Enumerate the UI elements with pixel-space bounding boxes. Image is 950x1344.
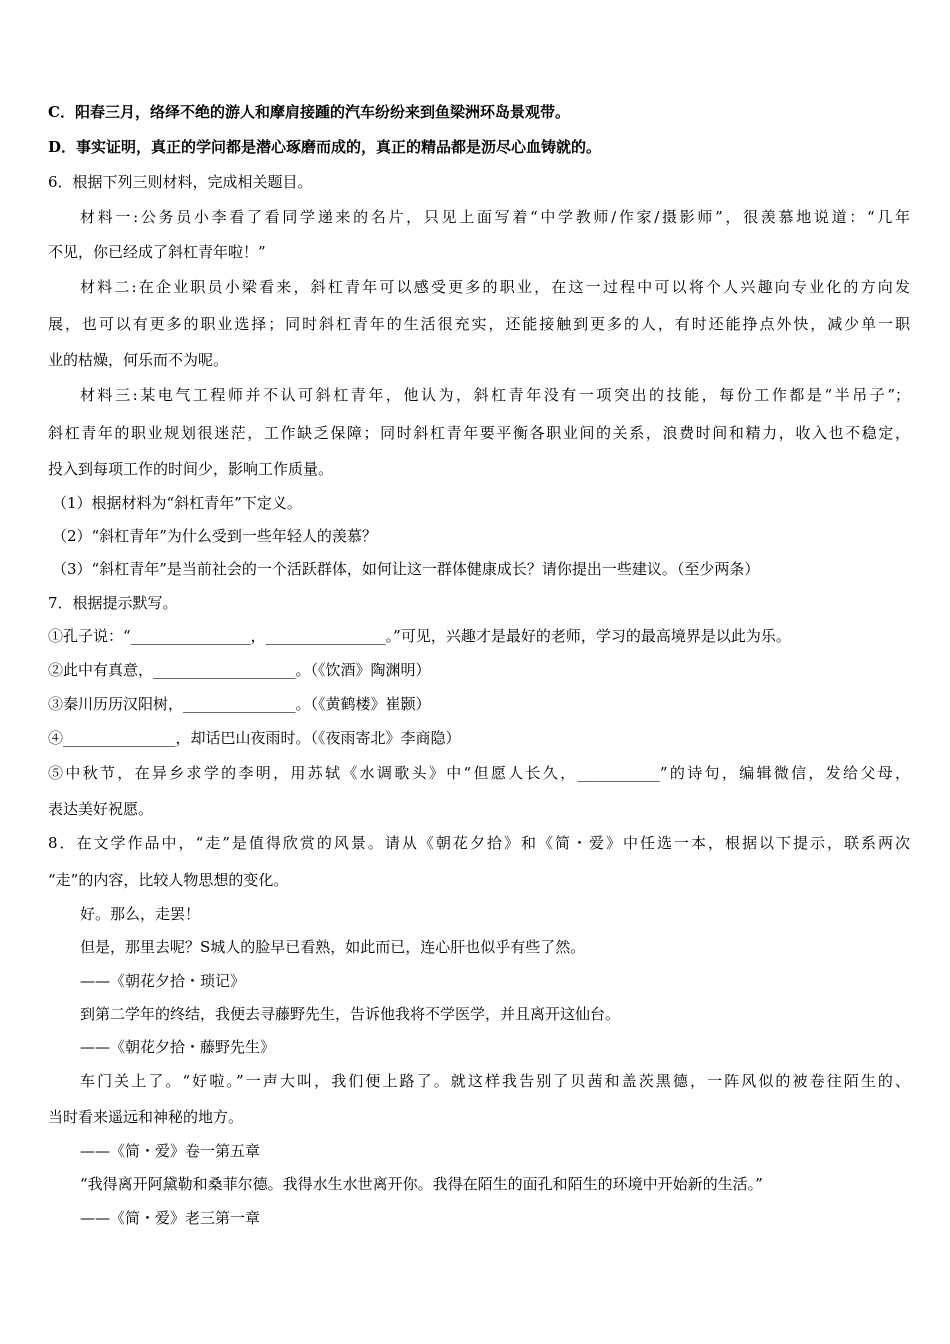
dictation-item-4: ④_______________，却话巴山夜雨时。（《夜雨寄北》李商隐） xyxy=(48,729,461,747)
question-6-title: 6．根据下列三则材料，完成相关题目。 xyxy=(48,173,313,191)
question-8-line-2: “走”的内容，比较人物思想的变化。 xyxy=(48,871,289,889)
dictation-item-5-line-2: 表达美好祝愿。 xyxy=(48,800,154,818)
material-2-line-1: 材料二:在企业职员小梁看来，斜杠青年可以感受更多的职业，在这一过程中可以将个人兴趣向专业化的方向发 xyxy=(80,278,910,296)
sub-question-1: （1）根据材料为“斜杠青年”下定义。 xyxy=(52,494,302,512)
sub-question-3: （3）“斜杠青年”是当前社会的一个活跃群体，如何让这一群体健康成长？请你提出一些建议。（至少两条） xyxy=(52,560,760,578)
material-1-line-1: 材料一:公务员小李看了看同学递来的名片，只见上面写着“中学教师/作家/摄影师”，很羡慕地说道：“几年 xyxy=(80,208,910,226)
question-7-title: 7．根据提示默写。 xyxy=(48,594,178,612)
dictation-item-1: ①孔子说：“________________，________________。”可见，兴趣才是最好的老师，学习的最高境界是以此为乐。 xyxy=(48,627,791,645)
excerpt-1-line-1: 好。那么，走罢！ xyxy=(80,905,201,923)
excerpt-3-line-2: 当时看来遥远和神秘的地方。 xyxy=(48,1108,244,1126)
material-2-line-3: 业的枯燥，何乐而不为呢。 xyxy=(48,351,229,369)
excerpt-1-source: ——《朝花夕拾・琐记》 xyxy=(80,972,246,990)
excerpt-4-line-1: “我得离开阿黛勒和桑菲尔德。我得水生水世离开你。我得在陌生的面孔和陌生的环境中开始新的生活。” xyxy=(80,1175,763,1193)
material-1-line-2: 不见，你已经成了斜杠青年啦！” xyxy=(48,243,266,261)
excerpt-3-source: ——《简・爱》卷一第五章 xyxy=(80,1142,261,1160)
dictation-item-3: ③秦川历历汉阳树，_______________。（《黄鹤楼》崔颢） xyxy=(48,695,431,713)
excerpt-1-line-2: 但是，那里去呢？S城人的脸早已看熟，如此而已，连心肝也似乎有些了然。 xyxy=(80,938,586,956)
question-8-line-1: 8．在文学作品中，“走”是值得欣赏的风景。请从《朝花夕拾》和《简・爱》中任选一本，根据以下提示，联系两次 xyxy=(48,834,910,852)
excerpt-2-line-1: 到第二学年的终结，我便去寻藤野先生，告诉他我将不学医学，并且离开这仙台。 xyxy=(80,1005,621,1023)
option-d: D．事实证明，真正的学问都是潜心琢磨而成的，真正的精品都是沥尽心血铸就的。 xyxy=(48,138,602,156)
material-2-line-2: 展，也可以有更多的职业选择；同时斜杠青年的生活很充实，还能接触到更多的人，有时还能挣点外快，减少单一职 xyxy=(48,315,910,333)
dictation-item-2: ②此中有真意，___________________。（《饮酒》陶渊明） xyxy=(48,661,431,679)
excerpt-2-source: ——《朝花夕拾・藤野先生》 xyxy=(80,1038,276,1056)
excerpt-3-line-1: 车门关上了。“好啦。”一声大叫，我们便上路了。就这样我告别了贝茜和盖茨黑德，一阵风似的被卷往陌生的、 xyxy=(80,1072,910,1090)
dictation-item-5-line-1: ⑤中秋节，在异乡求学的李明，用苏轼《水调歌头》中“但愿人长久，___________”的诗句，编辑微信，发给父母， xyxy=(48,764,910,782)
material-3-line-2: 斜杠青年的职业规划很迷茫，工作缺乏保障；同时斜杠青年要平衡各职业间的关系，浪费时间和精力，收入也不稳定， xyxy=(48,424,910,442)
sub-question-2: （2）“斜杠青年”为什么受到一些年轻人的羡慕？ xyxy=(52,527,377,545)
excerpt-4-source: ——《简・爱》老三第一章 xyxy=(80,1209,261,1227)
material-3-line-1: 材料三:某电气工程师并不认可斜杠青年，他认为，斜杠青年没有一项突出的技能，每份工作都是“半吊子”； xyxy=(80,386,910,404)
option-c: C．阳春三月，络绎不绝的游人和摩肩接踵的汽车纷纷来到鱼梁洲环岛景观带。 xyxy=(48,103,570,121)
material-3-line-3: 投入到每项工作的时间少，影响工作质量。 xyxy=(48,460,334,478)
